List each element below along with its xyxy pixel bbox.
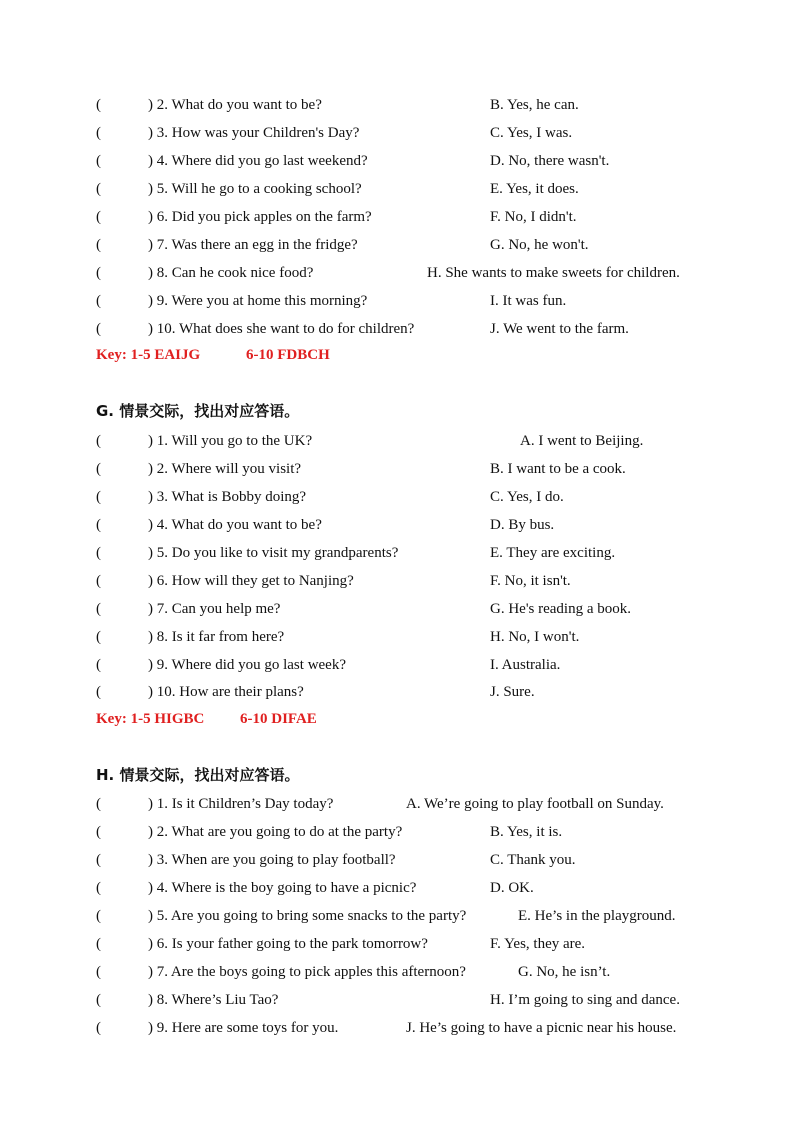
answer-option: J. Sure.	[490, 684, 535, 700]
list-item	[96, 961, 716, 983]
answer-option: B. Yes, it is.	[490, 824, 563, 840]
list-item	[96, 654, 716, 676]
list-item	[96, 933, 716, 955]
answer-key	[96, 708, 396, 730]
answer-option: G. He's reading a book.	[490, 601, 631, 617]
answer-blank-open: (	[96, 657, 101, 673]
list-item	[96, 262, 716, 284]
list-item	[96, 570, 716, 592]
answer-option: J. He’s going to have a picnic near his house.	[406, 1020, 677, 1036]
question-text: ) 8. Where’s Liu Tao?	[148, 992, 279, 1008]
question-text: ) 10. How are their plans?	[148, 684, 304, 700]
answer-blank-open: (	[96, 880, 101, 896]
answer-key-part-1: Key: 1-5 EAIJG	[96, 347, 201, 363]
list-item	[96, 178, 716, 200]
question-text: ) 1. Is it Children’s Day today?	[148, 796, 334, 812]
answer-option: H. I’m going to sing and dance.	[490, 992, 680, 1008]
answer-option: H. No, I won't.	[490, 629, 580, 645]
answer-option: F. Yes, they are.	[490, 936, 586, 952]
answer-option: D. No, there wasn't.	[490, 153, 610, 169]
question-text: ) 8. Can he cook nice food?	[148, 265, 314, 281]
answer-option: E. Yes, it does.	[490, 181, 579, 197]
list-item	[96, 458, 716, 480]
answer-blank-open: (	[96, 964, 101, 980]
list-item	[96, 122, 716, 144]
question-text: ) 9. Here are some toys for you.	[148, 1020, 339, 1036]
question-text: ) 3. What is Bobby doing?	[148, 489, 307, 505]
question-text: ) 6. Did you pick apples on the farm?	[148, 209, 372, 225]
question-text: ) 2. Where will you visit?	[148, 461, 302, 477]
question-text: ) 4. Where did you go last weekend?	[148, 153, 368, 169]
question-text: ) 6. Is your father going to the park tomorrow?	[148, 936, 428, 952]
answer-blank-open: (	[96, 992, 101, 1008]
answer-blank-open: (	[96, 433, 101, 449]
answer-option: F. No, it isn't.	[490, 573, 571, 589]
answer-option: F. No, I didn't.	[490, 209, 577, 225]
answer-option: A. I went to Beijing.	[520, 433, 644, 449]
answer-option: E. He’s in the playground.	[518, 908, 676, 924]
list-item	[96, 849, 716, 871]
answer-blank-open: (	[96, 181, 101, 197]
answer-option: B. Yes, he can.	[490, 97, 579, 113]
question-text: ) 3. How was your Children's Day?	[148, 125, 360, 141]
list-item	[96, 150, 716, 172]
answer-blank-open: (	[96, 265, 101, 281]
list-item	[96, 430, 716, 452]
answer-option: I. Australia.	[490, 657, 561, 673]
list-item	[96, 514, 716, 536]
answer-blank-open: (	[96, 824, 101, 840]
answer-key-part-2: 6-10 FDBCH	[246, 347, 330, 363]
answer-key	[96, 344, 396, 366]
section-heading-h: H. 情景交际，找出对应答语。	[96, 766, 300, 784]
answer-blank-open: (	[96, 629, 101, 645]
question-text: ) 4. Where is the boy going to have a picnic?	[148, 880, 417, 896]
list-item	[96, 626, 716, 648]
section-heading-g: G. 情景交际，找出对应答语。	[96, 402, 300, 420]
list-item	[96, 905, 716, 927]
question-text: ) 9. Where did you go last week?	[148, 657, 346, 673]
answer-blank-open: (	[96, 125, 101, 141]
answer-blank-open: (	[96, 908, 101, 924]
answer-option: D. By bus.	[490, 517, 555, 533]
question-text: ) 3. When are you going to play football?	[148, 852, 396, 868]
answer-key-part-1: Key: 1-5 HIGBC	[96, 711, 205, 727]
answer-option: G. No, he won't.	[490, 237, 589, 253]
question-text: ) 7. Can you help me?	[148, 601, 281, 617]
question-text: ) 7. Are the boys going to pick apples this afternoon?	[148, 964, 466, 980]
question-text: ) 5. Do you like to visit my grandparents?	[148, 545, 399, 561]
answer-blank-open: (	[96, 153, 101, 169]
answer-option: B. I want to be a cook.	[490, 461, 626, 477]
answer-option: G. No, he isn’t.	[518, 964, 611, 980]
list-item	[96, 989, 716, 1011]
answer-blank-open: (	[96, 517, 101, 533]
answer-key-part-2: 6-10 DIFAE	[240, 711, 317, 727]
question-text: ) 1. Will you go to the UK?	[148, 433, 313, 449]
answer-option: H. She wants to make sweets for children.	[427, 265, 680, 281]
question-text: ) 2. What are you going to do at the party?	[148, 824, 403, 840]
list-item	[96, 94, 716, 116]
list-item	[96, 486, 716, 508]
list-item	[96, 290, 716, 312]
list-item	[96, 681, 716, 703]
answer-blank-open: (	[96, 852, 101, 868]
answer-option: C. Thank you.	[490, 852, 576, 868]
answer-blank-open: (	[96, 936, 101, 952]
question-text: ) 2. What do you want to be?	[148, 97, 322, 113]
answer-option: C. Yes, I do.	[490, 489, 564, 505]
question-text: ) 4. What do you want to be?	[148, 517, 322, 533]
answer-blank-open: (	[96, 573, 101, 589]
answer-blank-open: (	[96, 489, 101, 505]
list-item	[96, 234, 716, 256]
question-text: ) 10. What does she want to do for children?	[148, 321, 415, 337]
list-item	[96, 1017, 716, 1039]
question-text: ) 5. Are you going to bring some snacks to the party?	[148, 908, 467, 924]
answer-option: C. Yes, I was.	[490, 125, 573, 141]
list-item	[96, 793, 716, 815]
question-text: ) 5. Will he go to a cooking school?	[148, 181, 362, 197]
answer-blank-open: (	[96, 237, 101, 253]
list-item	[96, 598, 716, 620]
list-item	[96, 206, 716, 228]
answer-option: J. We went to the farm.	[490, 321, 629, 337]
answer-option: I. It was fun.	[490, 293, 567, 309]
list-item	[96, 542, 716, 564]
answer-blank-open: (	[96, 293, 101, 309]
answer-blank-open: (	[96, 97, 101, 113]
answer-option: A. We’re going to play football on Sunday.	[406, 796, 664, 812]
answer-blank-open: (	[96, 321, 101, 337]
answer-blank-open: (	[96, 545, 101, 561]
question-text: ) 6. How will they get to Nanjing?	[148, 573, 354, 589]
answer-blank-open: (	[96, 461, 101, 477]
list-item	[96, 318, 716, 340]
answer-blank-open: (	[96, 684, 101, 700]
answer-blank-open: (	[96, 796, 101, 812]
question-text: ) 9. Were you at home this morning?	[148, 293, 368, 309]
answer-blank-open: (	[96, 209, 101, 225]
question-text: ) 7. Was there an egg in the fridge?	[148, 237, 358, 253]
answer-blank-open: (	[96, 601, 101, 617]
answer-option: E. They are exciting.	[490, 545, 616, 561]
question-text: ) 8. Is it far from here?	[148, 629, 285, 645]
list-item	[96, 877, 716, 899]
answer-blank-open: (	[96, 1020, 101, 1036]
list-item	[96, 821, 716, 843]
answer-option: D. OK.	[490, 880, 534, 896]
